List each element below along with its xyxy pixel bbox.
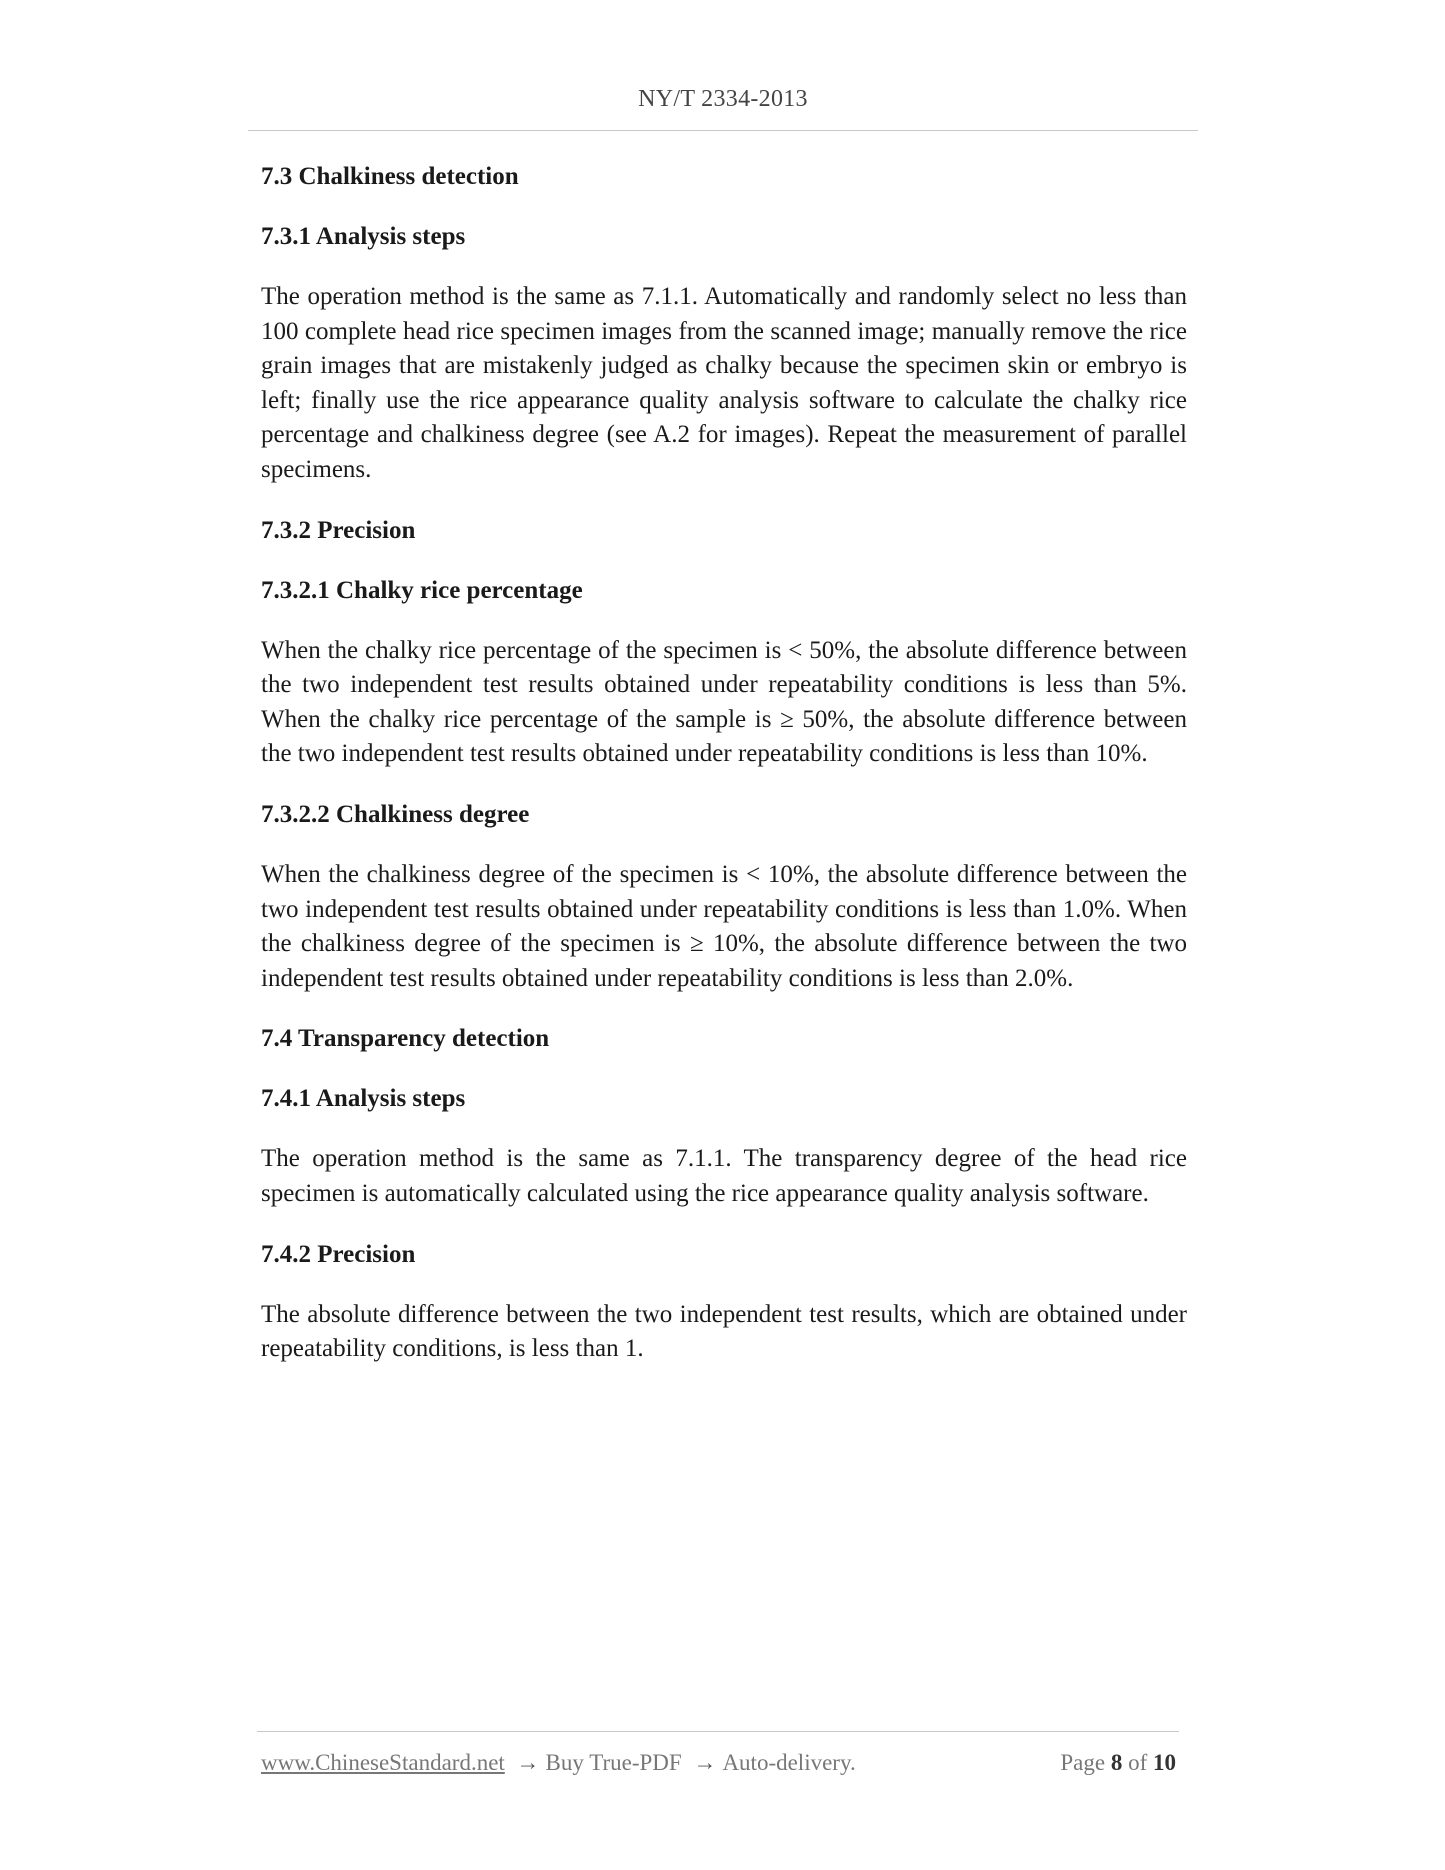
footer-promo [261,1750,856,1776]
auto-delivery-text: Auto-delivery. [722,1750,856,1775]
section-heading-7-3: 7.3 Chalkiness detection [261,163,519,190]
footer-divider [257,1731,1179,1732]
arrow-right-icon: → [516,1750,540,1775]
paragraph-analysis-steps-7-3-1: The operation method is the same as 7.1.1. Automatically and randomly select no less than 100 complete head rice specimen images from the scanned image; manually remove the rice grain images that are mistakenly judged as chalky because the specimen skin or embryo is left; finally use the rice appearance quality analysis software to calculate the chalky rice percentage and chalkiness degree (see A.2 for images). Repeat the measurement of parallel specimens. [261,283,1187,483]
section-heading-7-3-1: 7.3.1 Analysis steps [261,223,466,250]
page-number [1060,1750,1176,1776]
arrow-right-icon: → [693,1750,717,1775]
page-total: 10 [1153,1750,1176,1775]
paragraph-analysis-steps-7-4-1: The operation method is the same as 7.1.1. The transparency degree of the head rice specimen is automatically calculated using the rice appearance quality analysis software. [261,1145,1187,1207]
section-heading-7-4-1: 7.4.1 Analysis steps [261,1085,466,1113]
buy-true-pdf-text: Buy True-PDF [545,1750,682,1775]
section-heading-7-3-2-2: 7.3.2.2 Chalkiness degree [261,800,530,828]
section-heading-7-3-2: 7.3.2 Precision [261,516,416,544]
page-body [261,160,1187,1393]
section-heading-7-4: 7.4 Transparency detection [261,1025,550,1053]
section-heading-7-3-2-1: 7.3.2.1 Chalky rice percentage [261,576,583,604]
website-link[interactable]: www.ChineseStandard.net [261,1750,505,1775]
of-label: of [1128,1750,1148,1775]
paragraph-chalky-rice-percentage: When the chalky rice percentage of the specimen is < 50%, the absolute difference between the two independent test results obtained under repeatability conditions is less than 5%. When the chalky rice percentage of the sample is ≥ 50%, the absolute difference between the two independent test results obtained under repeatability conditions is less than 10%. [261,636,1187,768]
paragraph-chalkiness-degree: When the chalkiness degree of the specimen is < 10%, the absolute difference between the two independent test results obtained under repeatability conditions is less than 1.0%. When the chalkiness degree of the specimen is ≥ 10%, the absolute difference between the two independent test results obtained under repeatability conditions is less than 2.0%. [261,860,1187,992]
header-divider [248,130,1198,131]
page-label: Page [1060,1750,1106,1775]
page-current: 8 [1110,1750,1123,1775]
paragraph-precision-7-4-2: The absolute difference between the two independent test results, which are obtained under repeatability conditions, is less than 1. [261,1300,1187,1363]
running-header: NY/T 2334-2013 [638,86,808,112]
section-heading-7-4-2: 7.4.2 Precision [261,1240,416,1268]
